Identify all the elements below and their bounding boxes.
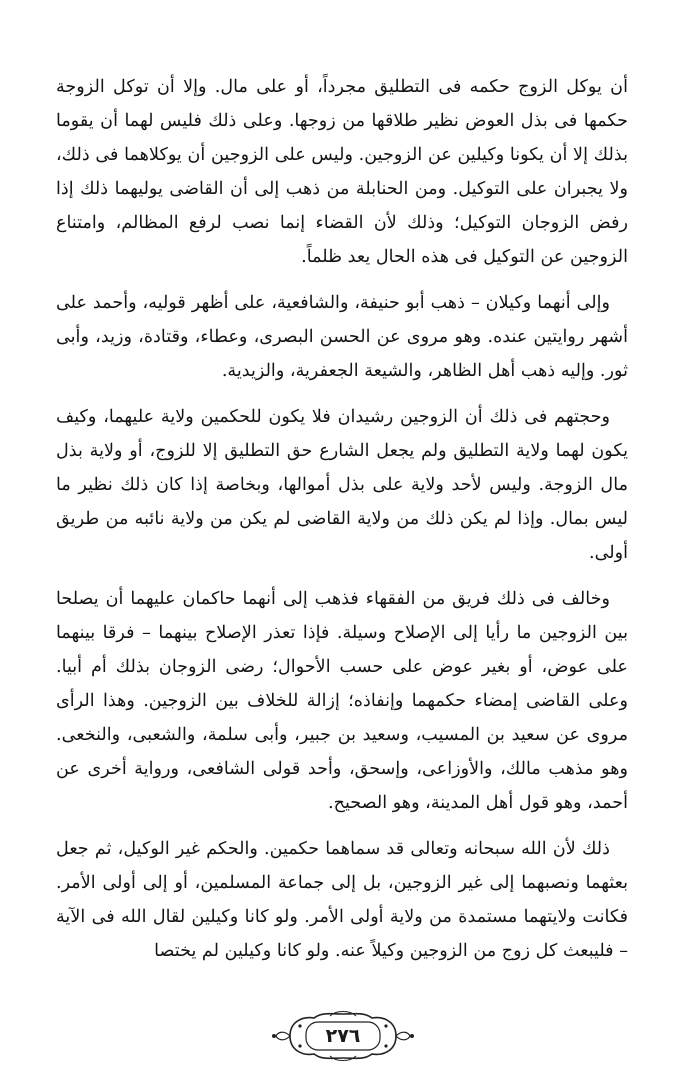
- paragraph: أن يوكل الزوج حكمه فى التطليق مجرداً، أو على مال. وإلا أن توكل الزوجة حكمها فى بذل العوض نظير طلاقها من زوجها. وعلى ذلك فليس لهما أن يقوما بذلك إلا أن يكونا وكيلين عن الزوجين. وليس على الزوجين أن يوكلاهما فى ذلك، ولا يجبران على التوكيل. ومن الحنابلة من ذهب إلى أن القاضى يوليهما ذلك إذا رفض الزوجان التوكيل؛ وذلك لأن القضاء إنما نصب لرفع المظالم، وامتناع الزوجين عن التوكيل فى هذه الحال يعد ظلماً.: [56, 77, 628, 267]
- page-body: [56, 70, 628, 980]
- page-number-ornament: [270, 1010, 416, 1062]
- paragraph: وخالف فى ذلك فريق من الفقهاء فذهب إلى أنهما حاكمان عليهما أن يصلحا بين الزوجين ما رأيا إلى الإصلاح وسيلة. فإذا تعذر الإصلاح بينهما – فرقا بينهما على عوض، أو بغير عوض على حسب الأحوال؛ رضى الزوجان بذلك أم أبيا. وعلى القاضى إمضاء حكمهما وإنفاذه؛ إزالة للخلاف بين الزوجين. وهذا الرأى مروى عن سعيد بن المسيب، وسعيد بن جبير، وأبى سلمة، والشعبى، والنخعى. وهو مذهب مالك، والأوزاعى، وإسحق، وأحد قولى الشافعى، ورواية أخرى عن أحمد، وهو قول أهل المدينة، وهو الصحيح.: [56, 589, 628, 813]
- page-number: ٢٧٦: [325, 1025, 361, 1047]
- paragraph: ذلك لأن الله سبحانه وتعالى قد سماهما حكمين. والحكم غير الوكيل، ثم جعل بعثهما ونصبهما إلى غير الزوجين، بل إلى جماعة المسلمين، أو إلى أولى الأمر. فكانت ولايتهما مستمدة من ولاية أولى الأمر. ولو كانا وكيلين لقال الله فى الآية – فليبعث كل زوج من الزوجين وكيلاً عنه. ولو كانا وكيلين لم يختصا: [56, 839, 628, 961]
- paragraph: وحجتهم فى ذلك أن الزوجين رشيدان فلا يكون للحكمين ولاية عليهما، وكيف يكون لهما ولاية التطليق ولم يجعل الشارع حق التطليق إلا للزوج، أو ولاية بذل مال الزوجة. وليس لأحد ولاية على بذل أموالها، وبخاصة إذا كان ذلك نظير ما ليس بمال. وإذا لم يكن ذلك من ولاية القاضى لم يكن من ولاية نائبه من طريق أولى.: [56, 407, 628, 563]
- paragraph: وإلى أنهما وكيلان – ذهب أبو حنيفة، والشافعية، على أظهر قوليه، وأحمد على أشهر روايتين عنده. وهو مروى عن الحسن البصرى، وعطاء، وقتادة، وزيد، وأبى ثور. وإليه ذهب أهل الظاهر، والشيعة الجعفرية، والزيدية.: [56, 293, 628, 381]
